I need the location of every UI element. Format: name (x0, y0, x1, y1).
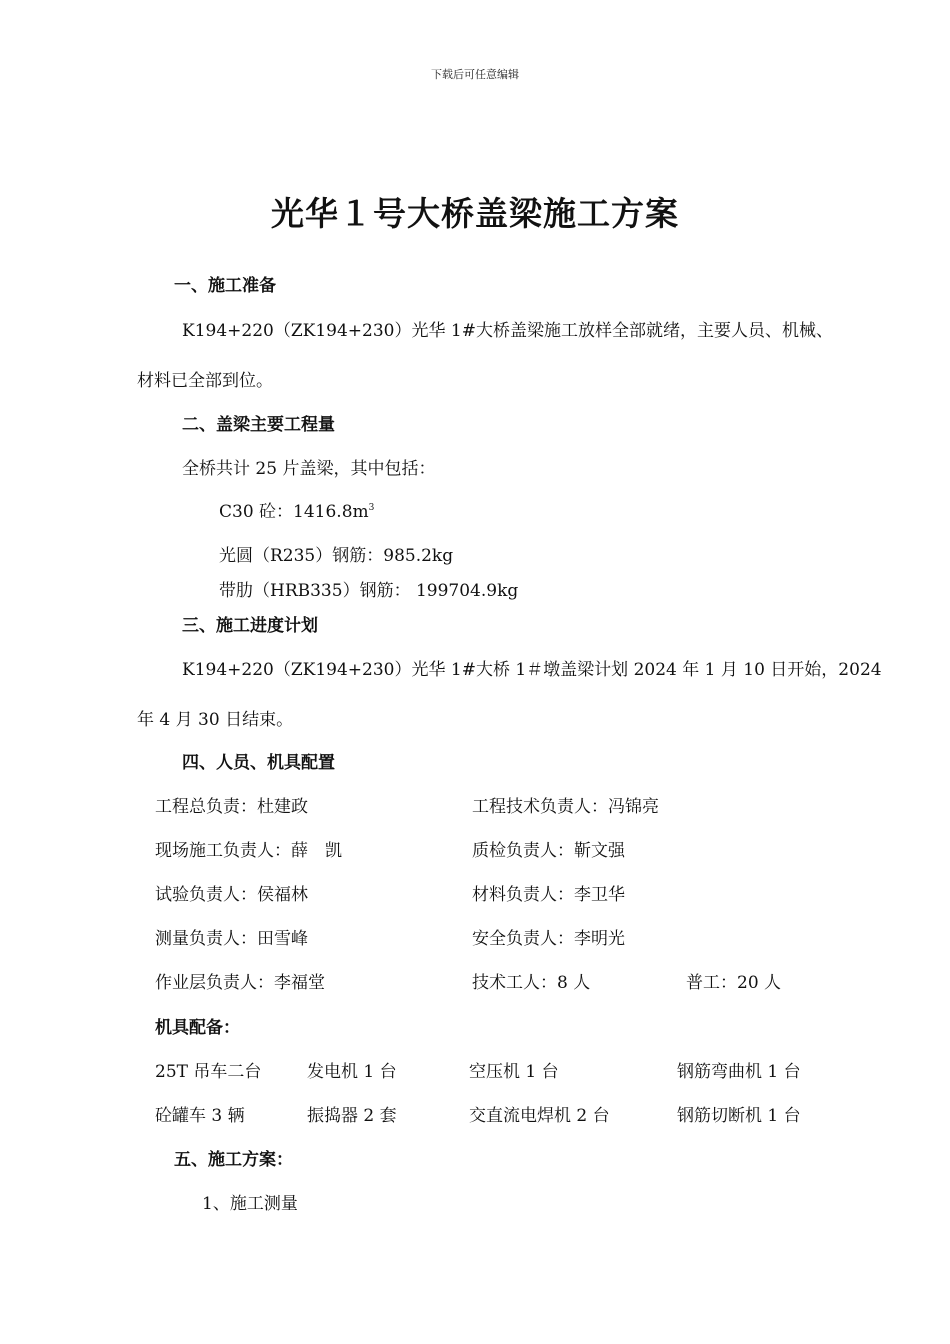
r235-quantity: 光圆（R235）钢筋：985.2kg (219, 546, 454, 566)
staff-right: 工程技术负责人：冯锦亮 (472, 797, 659, 817)
equipment-heading: 机具配备： (155, 1018, 240, 1038)
c30-text: C30 砼：1416.8m (219, 502, 369, 522)
equipment-item: 钢筋弯曲机 1 台 (677, 1062, 801, 1082)
section2-intro: 全桥共计 25 片盖梁，其中包括： (182, 459, 436, 479)
section2-heading: 二、盖梁主要工程量 (182, 415, 335, 435)
staff-right: 技术工人：8 人 (472, 973, 591, 993)
staff-right: 安全负责人：李明光 (472, 929, 625, 949)
equipment-item: 砼罐车 3 辆 (155, 1106, 245, 1126)
equipment-item: 振捣器 2 套 (307, 1106, 397, 1126)
section1-heading: 一、施工准备 (174, 276, 276, 296)
c30-quantity (219, 497, 374, 522)
equipment-item: 发电机 1 台 (307, 1062, 397, 1082)
section3-line2: 年 4 月 30 日结束。 (137, 710, 294, 730)
hrb335-quantity: 带肋（HRB335）钢筋： 199704.9kg (219, 581, 519, 601)
section3-line1: K194+220（ZK194+230）光华 1#大桥 1＃墩盖梁计划 2024 年 1 月 10 日开始，2024 (182, 660, 882, 680)
section4-heading: 四、人员、机具配置 (182, 753, 335, 773)
staff-left: 作业层负责人：李福堂 (155, 973, 325, 993)
equipment-item: 空压机 1 台 (469, 1062, 559, 1082)
staff-left: 现场施工负责人：薛 凯 (155, 841, 342, 861)
equipment-item: 交直流电焊机 2 台 (469, 1106, 610, 1126)
equipment-item: 钢筋切断机 1 台 (677, 1106, 801, 1126)
c30-superscript: 3 (368, 503, 375, 513)
staff-left: 工程总负责：杜建政 (155, 797, 308, 817)
staff-right: 材料负责人：李卫华 (472, 885, 625, 905)
section3-heading: 三、施工进度计划 (182, 616, 318, 636)
page-header: 下载后可任意编辑 (431, 68, 519, 81)
staff-extra: 普工：20 人 (686, 973, 782, 993)
staff-left: 测量负责人：田雪峰 (155, 929, 308, 949)
section5-sub1: 1、施工测量 (202, 1194, 298, 1214)
section5-heading: 五、施工方案： (174, 1150, 293, 1170)
equipment-item: 25T 吊车二台 (155, 1062, 262, 1082)
document-title: 光华１号大桥盖梁施工方案 (271, 194, 679, 233)
section1-line1: K194+220（ZK194+230）光华 1#大桥盖梁施工放样全部就绪，主要人员、机械、 (182, 321, 833, 341)
staff-left: 试验负责人：侯福林 (155, 885, 308, 905)
section1-line2: 材料已全部到位。 (137, 371, 273, 391)
staff-right: 质检负责人：靳文强 (472, 841, 625, 861)
